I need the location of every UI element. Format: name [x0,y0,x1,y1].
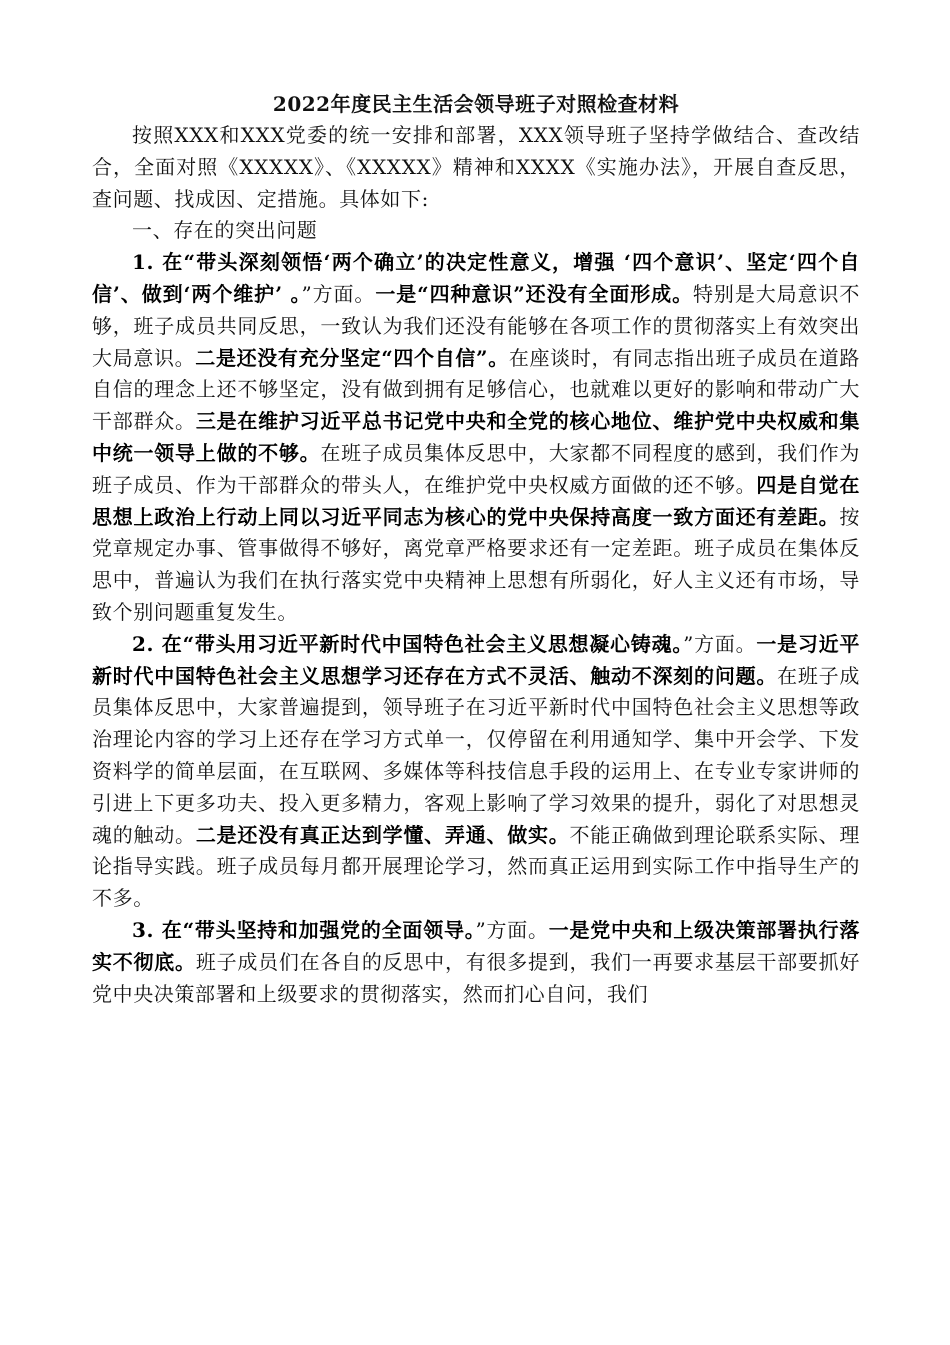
item-1-point-4-text: 按党章规定办事、管事做得不够好，离党章严格要求还有一定差距。班子成员在集体反思中，普遍认为我们在执行落实党中央精神上思想有所弱化，好人主义还有市场，导致个别问题重复发生。 [92,504,860,624]
item-1-lead: 1. 在“带头深刻领悟‘两个确立’的决定性意义，增强 ‘四个意识’、坚定‘四个自信’、做到‘两个维护’ 。 [92,250,860,306]
item-3-point-1-text: 班子成员们在各自的反思中，有很多提到，我们一再要求基层干部要抓好党中央决策部署和上级要求的贯彻落实，然而扪心自问，我们 [92,949,861,1006]
document-page [92,88,860,1010]
item-2-point-1-heading: 一是习近平新时代中国特色社会主义思想学习还存在方式不灵活、触动不深刻的问题。 [92,631,861,688]
item-1-point-3-heading: 三是在维护习近平总书记党中央和全党的核心地位、维护党中央权威和集中统一领导上做的不够。 [92,409,861,465]
item-1-point-2-text: 在座谈时，有同志指出班子成员在道路自信的理念上还不够坚定，没有做到拥有足够信心，也就难以更好的影响和带动广大干部群众。 [92,345,861,434]
item-2-lead-tail: ”方面。 [683,631,757,656]
item-1-point-2-heading: 二是还没有充分坚定“四个自信”。 [195,345,509,370]
item-3-point-1-heading: 一是党中央和上级决策部署执行落实不彻底。 [92,917,861,974]
item-2-paragraph [92,629,860,915]
item-2-point-2-heading: 二是还没有真正达到学懂、弄通、做实。 [195,822,570,847]
section-heading: 一、存在的突出问题 [132,218,318,243]
item-1-point-3-text: 在班子成员集体反思中，大家都不同程度的感到，我们作为班子成员、作为干部群众的带头人，在维护党中央权威方面做的还不够。 [92,440,860,497]
item-1-lead-tail: ”方面。 [301,281,376,306]
item-1-point-1-heading: 一是“四种意识”还没有全面形成。 [375,281,693,306]
item-1-paragraph [92,247,860,629]
item-2-point-2-text: 不能正确做到理论联系实际、理论指导实践。班子成员每月都开展理论学习，然而真正运用到实际工作中指导生产的不多。 [92,822,861,911]
item-3-lead-tail: ”方面。 [475,917,549,942]
item-1-point-1-text: 特别是大局意识不够，班子成员共同反思，一致认为我们还没有能够在各项工作的贯彻落实上有效突出大局意识。 [92,281,860,370]
item-2-lead: 2. 在“带头用习近平新时代中国特色社会主义思想凝心铸魂。 [132,631,684,656]
item-1-point-4-heading: 四是自觉在思想上政治上行动上同以习近平同志为核心的党中央保持高度一致方面还有差距。 [92,472,861,529]
item-2-point-1-text: 在班子成员集体反思中，大家普遍提到，领导班子在习近平新时代中国特色社会主义思想等政治理论内容的学习上还存在学习方式单一，仅停留在利用通知学、集中开会学、下发资料学的简单层面，在互联网、多媒体等科技信息手段的运用上、在专业专家讲师的引进上下更多功夫、投入更多精力，客观上影响了学习效果的提升，弱化了对思想灵魂的触动。 [92,663,860,847]
intro-paragraph: 按照XXX和XXX党委的统一安排和部署，XXX领导班子坚持学做结合、查改结合，全面对照《XXXXX》、《XXXXX》精神和XXXX《实施办法》，开展自查反思，查问题、找成因、定措施。具体如下: [92,123,860,211]
document-title: 2022年度民主生活会领导班子对照检查材料 [272,92,680,116]
item-3-lead: 3. 在“带头坚持和加强党的全面领导。 [132,917,476,942]
item-3-paragraph [92,915,860,1010]
